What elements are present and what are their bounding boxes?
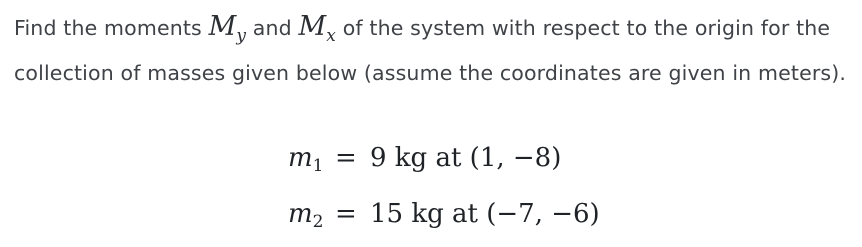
moment-mx-main: M <box>298 11 327 42</box>
problem-text-part1: Find the moments <box>14 16 209 40</box>
equation-lhs-sub-1: 1 <box>312 156 324 176</box>
equals-sign-2: = <box>335 199 357 229</box>
equation-lhs-2 <box>288 199 332 232</box>
moment-mx <box>298 11 337 46</box>
equals-sign-1: = <box>335 143 357 173</box>
moment-mx-sub: x <box>326 26 337 46</box>
equation-rhs-2: 15 kg at (−7, −6) <box>370 199 600 229</box>
problem-statement <box>14 8 854 92</box>
moment-my-main: M <box>208 11 237 42</box>
equation-rhs-1: 9 kg at (1, −8) <box>370 143 562 173</box>
equation-lhs-sub-2: 2 <box>312 212 324 232</box>
problem-text-part3: of the system with respect to the origin for the collection of masses given below (assume the coordinates are given in meters). <box>14 16 847 85</box>
moment-my-sub: y <box>236 26 247 46</box>
equation-lhs-main-2: m <box>288 199 313 229</box>
equation-lhs-1 <box>288 143 332 176</box>
problem-text-part2: and <box>246 16 299 40</box>
equation-lhs-main-1: m <box>288 143 313 173</box>
moment-my <box>208 11 247 46</box>
